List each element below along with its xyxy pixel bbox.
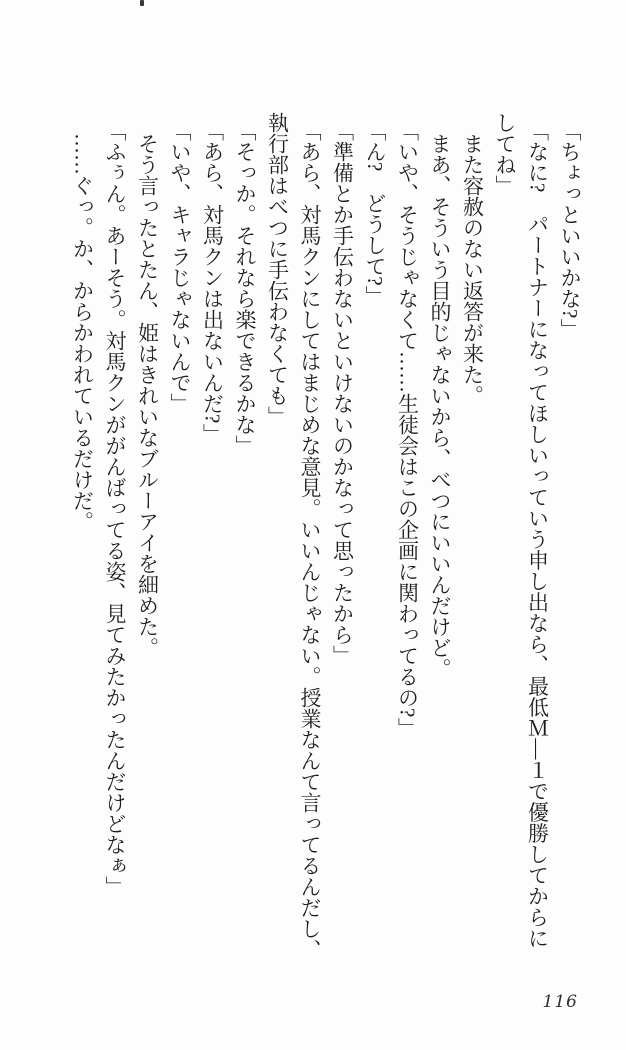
text-line: してね」: [493, 112, 517, 196]
text-line: 「いや、キャラじゃないんで」: [168, 120, 192, 414]
scan-artifact-speck: [140, 0, 144, 6]
text-line: 「いや、そうじゃなくて……生徒会はこの企画に関わってるの?」: [395, 120, 420, 739]
text-line: 「ふぅん。あーそう。対馬クンががんばってる姿、見てみたかったんだけどなぁ」: [103, 120, 127, 897]
text-line: まあ、そういう目的じゃないから、べつにいいんだけど。: [428, 133, 452, 679]
text-line: 執行部はべつに手伝わなくても」: [265, 112, 290, 427]
page-number: 116: [542, 992, 578, 1012]
text-line: 「あら、対馬クンにしてはまじめな意見。いいんじゃない。授業なんて言ってるんだし、: [298, 120, 322, 960]
text-line: 「あら、対馬クンは出ないんだ?」: [200, 120, 225, 445]
text-line: 「なに? パートナーになってほしいっていう申し出なら、最低Ｍ―１で優勝してからに: [525, 120, 550, 949]
text-line: そう言ったとたん、姫はきれいなブルーアイを細めた。: [135, 133, 160, 658]
text-line: 「準備とか手伝わないといけないのかなって思ったから」: [330, 120, 355, 666]
vertical-text-area: [66, 112, 586, 964]
text-line: また容赦のない返答が来た。: [460, 133, 485, 406]
text-line: ……ぐっ。か、からかわれているだけだ。: [70, 133, 95, 532]
text-line: 「ん? どうして?」: [363, 120, 387, 307]
text-line: 「そっか。それなら楽できるかな」: [233, 120, 257, 456]
text-line: 「ちょっといいかな?」: [558, 120, 582, 340]
